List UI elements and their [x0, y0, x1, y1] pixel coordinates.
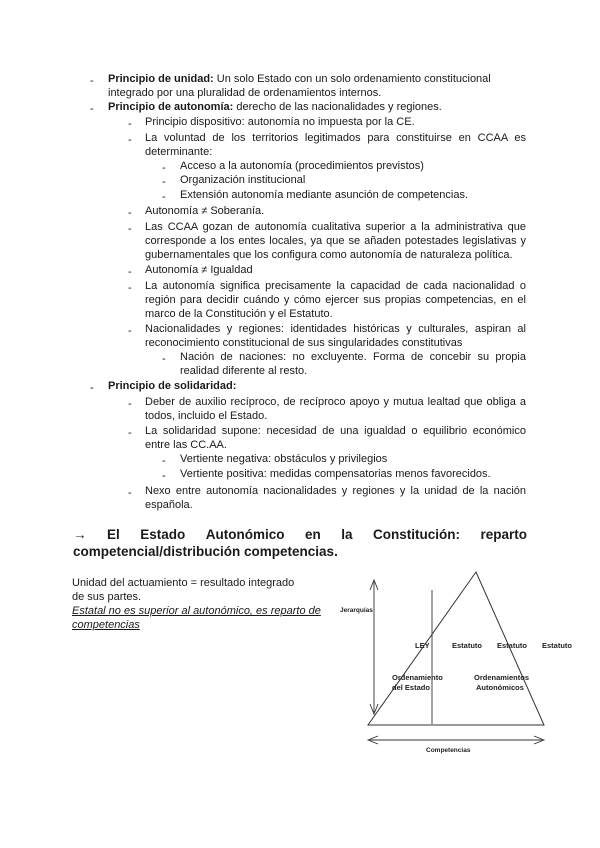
label-jerarquias: Jerarquías — [340, 607, 373, 614]
label-ordenamiento-estado-1: Ordenamiento — [392, 673, 443, 682]
section-heading-line2: competencial/distribución competencias. — [73, 544, 338, 559]
solidaridad-item: todos, incluido el Estado. — [145, 410, 268, 422]
label-estatuto: Estatuto — [542, 641, 572, 650]
autonomia-item: Autonomía ≠ Soberanía. — [145, 205, 265, 217]
autonomia-subitem: Acceso a la autonomía (procedimientos previstos) — [180, 160, 424, 172]
note-italic-line1: Estatal no es superior al autonómico, es reparto de — [72, 605, 321, 617]
heading-word: la — [341, 527, 353, 542]
heading-word: El — [106, 527, 120, 542]
solidaridad-item: Deber de auxilio recíproco, de recíproco apoyo y mutua lealtad que obliga a — [145, 396, 526, 408]
autonomia-item: reconocimiento constitucional de sus singularidades constitutivas — [145, 337, 463, 349]
label-ordenamientos-autonomicos-2: Autonómicos — [476, 683, 524, 692]
heading-word: Estado — [140, 527, 186, 542]
heading-word: Constitución: — [372, 527, 460, 542]
unidad-line1 — [108, 72, 526, 86]
autonomia-heading — [108, 100, 442, 114]
label-competencias: Competencias — [426, 747, 471, 754]
bullet-dash: - — [128, 266, 132, 278]
bullet-dash: - — [162, 353, 166, 365]
autonomia-item: Nacionalidades y regiones: identidades históricas y culturales, aspiran al — [145, 323, 526, 335]
autonomia-subitem: Organización institucional — [180, 174, 306, 186]
autonomia-item: región para decidir cuándo y cómo ejercer sus propias competencias, en el — [145, 294, 526, 306]
bullet-dash: - — [128, 427, 132, 439]
competency-pyramid-diagram — [330, 560, 590, 760]
autonomia-item: Autonomía ≠ Igualdad — [145, 264, 253, 276]
autonomia-text: derecho de las nacionalidades y regiones. — [233, 101, 442, 113]
heading-word: en — [304, 527, 321, 542]
autonomia-item: corresponde a los entes locales, ya que se añaden potestades legislativas y — [145, 235, 526, 247]
bullet-dash: - — [128, 325, 132, 337]
bullet-dash: - — [162, 455, 166, 467]
autonomia-subitem: Extensión autonomía mediante asunción de competencias. — [180, 189, 469, 201]
label-ordenamientos-autonomicos-1: Ordenamientos — [474, 673, 530, 682]
unidad-text: Un solo Estado con un solo ordenamiento constitucional — [213, 73, 491, 85]
autonomia-subitem: realidad diferente al resto. — [180, 365, 308, 377]
label-estatuto: Estatuto — [497, 641, 527, 650]
bullet-dash: - — [128, 487, 132, 499]
bullet-dash: - — [90, 75, 94, 87]
label-ley: LEY — [415, 641, 430, 650]
solidaridad-subitem: Vertiente positiva: medidas compensatorias menos favorecidos. — [180, 468, 491, 480]
autonomia-item: Principio dispositivo: autonomía no impuesta por la CE. — [145, 116, 415, 128]
autonomia-item: marco de la Constitución y el Estatuto. — [145, 308, 333, 320]
bullet-dash: - — [90, 103, 94, 115]
solidaridad-item: La solidaridad supone: necesidad de una igualdad o equilibrio económico — [145, 425, 526, 437]
unidad-title: Principio de unidad: — [108, 73, 214, 85]
bullet-dash: - — [128, 207, 132, 219]
bullet-dash: - — [90, 382, 94, 394]
autonomia-item: determinante: — [145, 146, 213, 158]
solidaridad-title: Principio de solidaridad: — [108, 380, 237, 392]
autonomia-subitem: Nación de naciones: no excluyente. Forma de concebir su propia — [180, 351, 526, 363]
section-heading-line1 — [73, 526, 527, 544]
bullet-dash: - — [128, 398, 132, 410]
label-ordenamiento-estado-2: del Estado — [392, 683, 430, 692]
label-estatuto: Estatuto — [452, 641, 482, 650]
bullet-dash: - — [128, 223, 132, 235]
bullet-dash: - — [162, 191, 166, 203]
solidaridad-subitem: Vertiente negativa: obstáculos y privilegios — [180, 453, 388, 465]
unidad-line2: integrado por una pluralidad de ordenamientos internos. — [108, 87, 382, 99]
solidaridad-item: Nexo entre autonomía nacionalidades y regiones y la unidad de la nación — [145, 485, 526, 497]
heading-word: Autonómico — [205, 527, 285, 542]
bullet-dash: - — [162, 162, 166, 174]
note-italic-line2: competencias — [72, 619, 140, 631]
note-line1: Unidad del actuamiento = resultado integrado — [72, 577, 295, 589]
bullet-dash: - — [128, 282, 132, 294]
autonomia-item: Las CCAA gozan de autonomía cualitativa superior a la administrativa que — [145, 221, 526, 233]
autonomia-item: La autonomía significa precisamente la capacidad de cada nacionalidad o — [145, 280, 526, 292]
autonomia-item: La voluntad de los territorios legitimados para constituirse en CCAA es — [145, 132, 526, 144]
arrow-right-icon: → — [73, 527, 87, 542]
bullet-dash: - — [128, 118, 132, 130]
solidaridad-item: entre las CC.AA. — [145, 439, 227, 451]
heading-word: reparto — [480, 527, 527, 542]
note-line2: de sus partes. — [72, 591, 142, 603]
bullet-dash: - — [128, 134, 132, 146]
bullet-dash: - — [162, 470, 166, 482]
solidaridad-item: española. — [145, 499, 193, 511]
autonomia-title: Principio de autonomía: — [108, 101, 234, 113]
autonomia-item: gubernamentales que los configura como autonomía de naturaleza política. — [145, 249, 513, 261]
bullet-dash: - — [162, 176, 166, 188]
